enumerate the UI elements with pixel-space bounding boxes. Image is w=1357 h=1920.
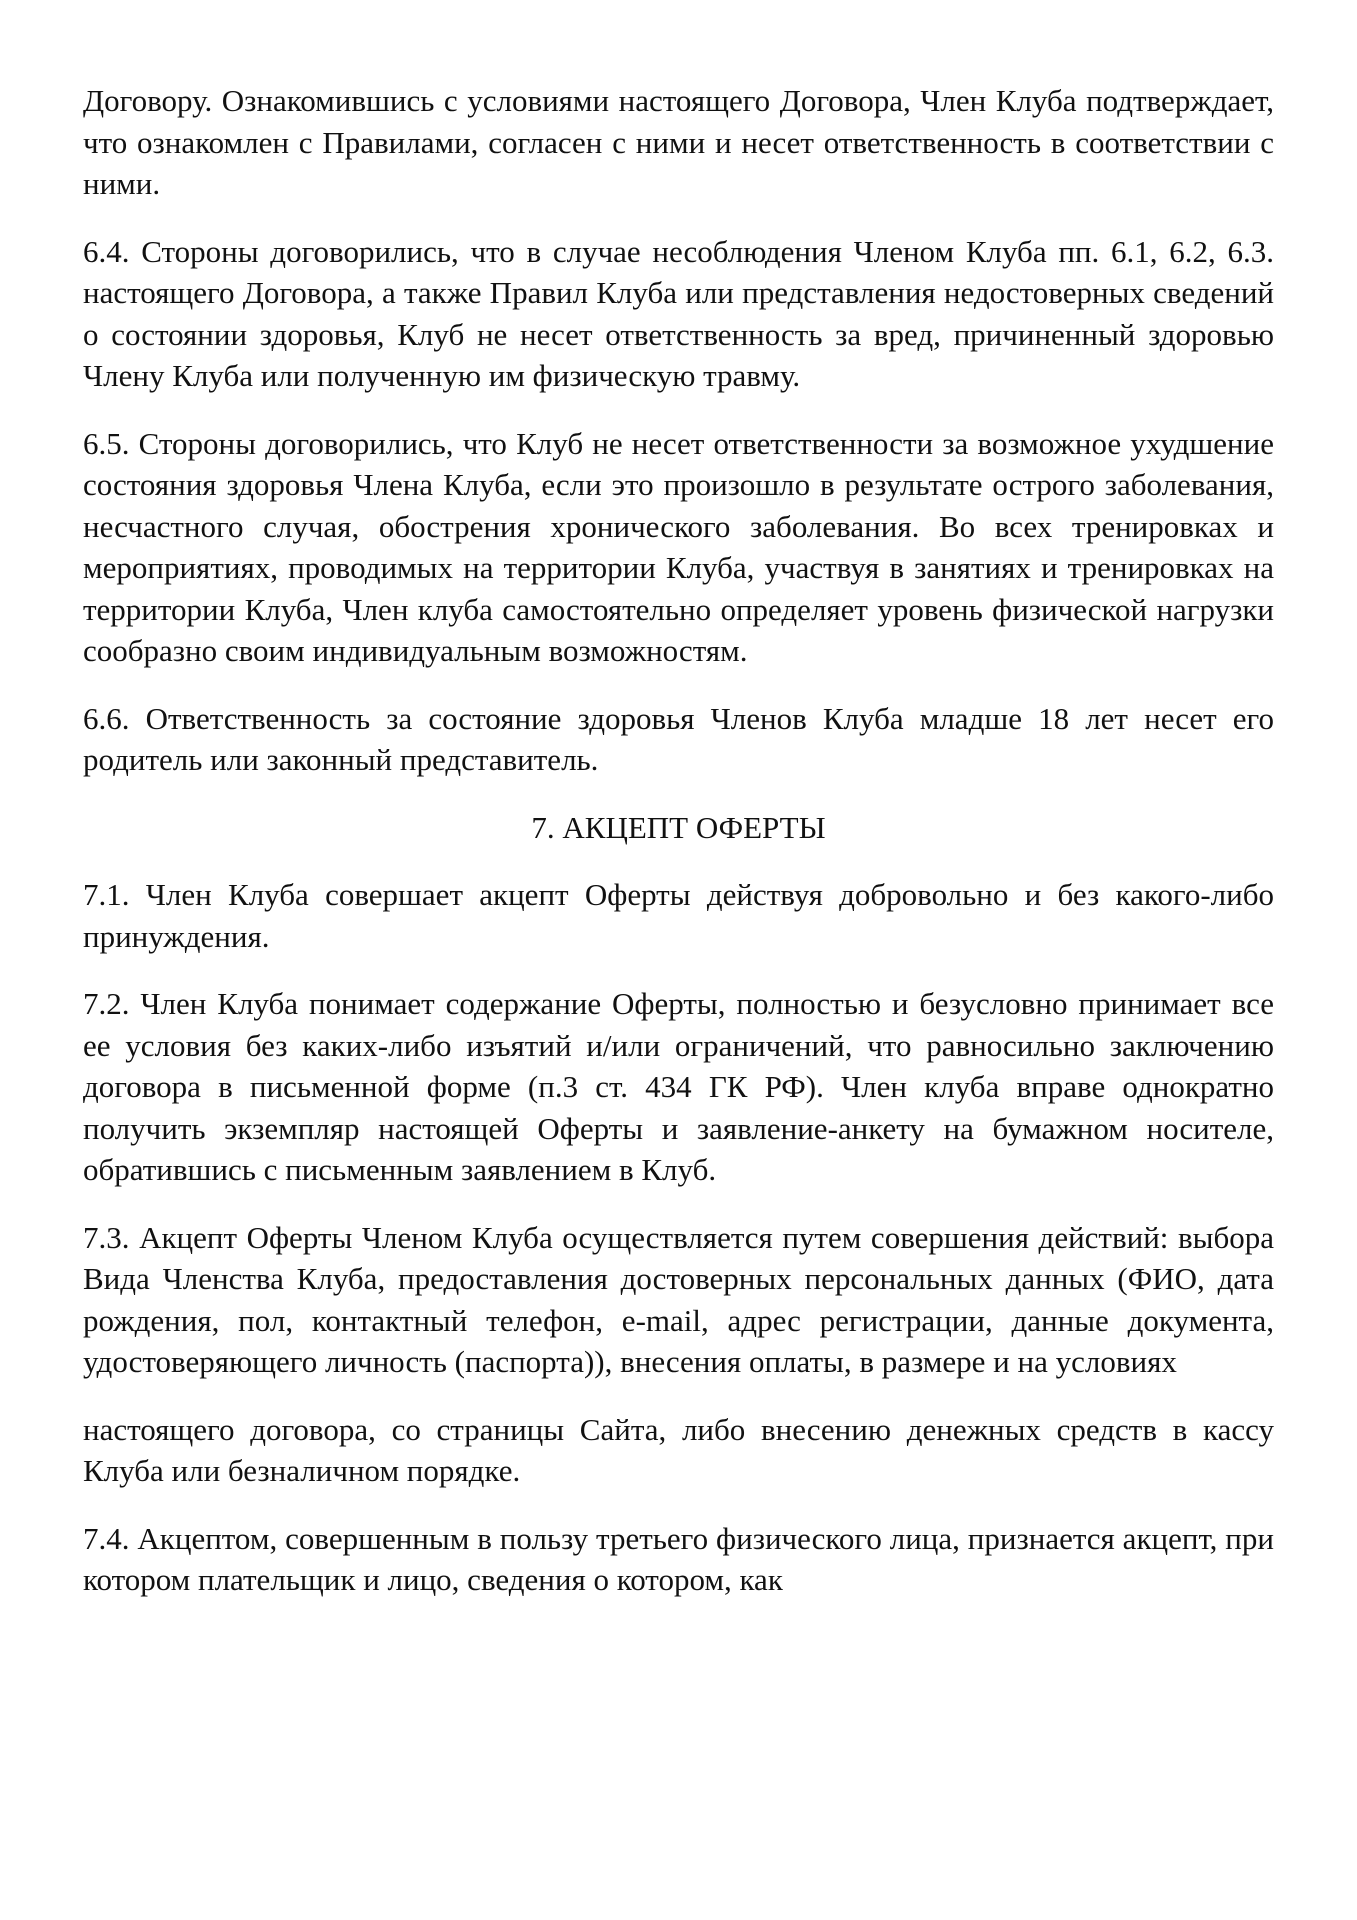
paragraph-7-2: 7.2. Член Клуба понимает содержание Оферты, полностью и безусловно принимает все ее условия без каких-либо изъятий и/или ограничений, что равносильно заключению договора в письменной форме (п.3 ст. 434 ГК РФ). Член клуба вправе однократно получить экземпляр настоящей Оферты и заявление-анкету на бумажном носителе, обратившись с письменным заявлением в Клуб. [83, 986, 1274, 1187]
paragraph-6-4: 6.4. Стороны договорились, что в случае несоблюдения Членом Клуба пп. 6.1, 6.2, 6.3. настоящего Договора, а также Правил Клуба или представления недостоверных сведений о состоянии здоровья, Клуб не несет ответственность за вред, причиненный здоровью Члену Клуба или полученную им физическую травму. [83, 233, 1274, 393]
paragraph-7-3: 7.3. Акцепт Оферты Членом Клуба осуществляется путем совершения действий: выбора Вида Членства Клуба, предоставления достоверных персональных данных (ФИО, дата рождения, пол, контактный телефон, e-mail, адрес регистрации, данные документа, удостоверяющего личность (паспорта)), внесения оплаты, в размере и на условиях [83, 1219, 1274, 1379]
paragraph-7-4: 7.4. Акцептом, совершенным в пользу третьего физического лица, признается акцепт, при котором плательщик и лицо, сведения о котором, как [83, 1520, 1274, 1597]
paragraph-6-3-continuation: Договору. Ознакомившись с условиями настоящего Договора, Член Клуба подтверждает, что ознакомлен с Правилами, согласен с ними и несет ответственность в соответствии с ними. [83, 83, 1274, 201]
document-page [83, 80, 1274, 1601]
section-heading: 7. АКЦЕПТ ОФЕРТЫ [531, 809, 826, 845]
paragraph-6-6: 6.6. Ответственность за состояние здоровья Членов Клуба младше 18 лет несет его родитель или законный представитель. [83, 700, 1274, 777]
paragraph-7-3-continuation: настоящего договора, со страницы Сайта, либо внесению денежных средств в кассу Клуба или безналичном порядке. [83, 1411, 1274, 1488]
paragraph-7-1: 7.1. Член Клуба совершает акцепт Оферты действуя добровольно и без какого-либо принуждения. [83, 877, 1274, 954]
paragraph-6-5: 6.5. Стороны договорились, что Клуб не несет ответственности за возможное ухудшение состояния здоровья Члена Клуба, если это произошло в результате острого заболевания, несчастного случая, обострения хронического заболевания. Во всех тренировках и мероприятиях, проводимых на территории Клуба, участвуя в занятиях и тренировках на территории Клуба, Член клуба самостоятельно определяет уровень физической нагрузки сообразно своим индивидуальным возможностям. [83, 425, 1274, 668]
